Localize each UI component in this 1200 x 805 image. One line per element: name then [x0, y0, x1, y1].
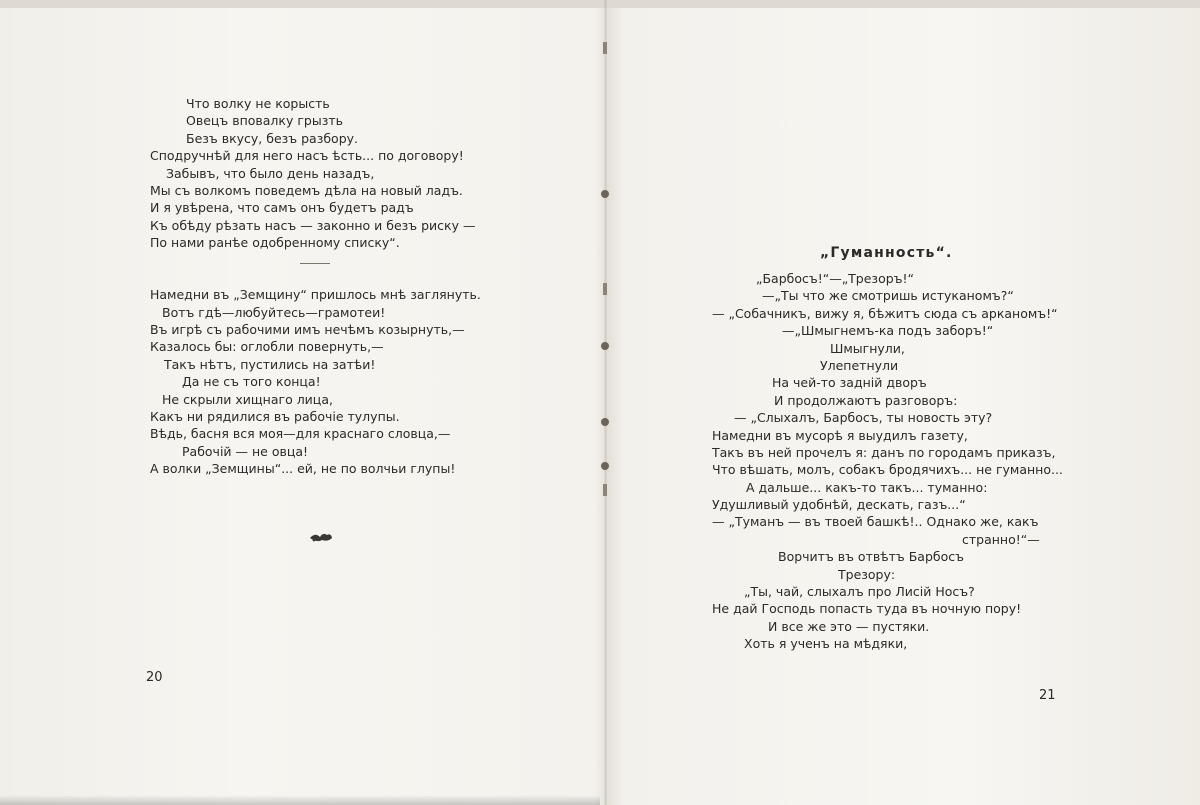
binding-stitch [601, 342, 609, 350]
text-line: странно!“— [962, 531, 1040, 547]
page-edge-shadow [0, 795, 600, 805]
text-line: А волки „Земщины“... ей, не по волчьи глупы! [150, 461, 456, 477]
text-line: Овецъ вповалку грызть [186, 113, 344, 129]
text-line: Безъ вкусу, безъ разбору. [186, 130, 359, 146]
text-line: Какъ ни рядилися въ рабочіе тулупы. [150, 409, 400, 425]
ornament-icon [308, 530, 334, 544]
text-line: Мы съ волкомъ поведемъ дѣла на новый ладъ. [150, 182, 463, 198]
section-separator [300, 263, 330, 264]
text-line: И все же это — пустяки. [768, 618, 930, 634]
text-line: — „Собачникъ, вижу я, бѣжитъ сюда съ арканомъ!“ [712, 305, 1058, 321]
text-line: Вѣдь, басня вся моя—для краснаго словца,— [150, 426, 451, 442]
text-line: Не дай Господь попасть туда въ ночную пору! [712, 601, 1022, 617]
text-line: А дальше... какъ-то такъ... туманно: [746, 479, 988, 495]
text-line: И я увѣрена, что самъ онъ будетъ радъ [150, 200, 414, 216]
text-line: Намедни въ „Земщину“ пришлось мнѣ заглянуть. [150, 287, 481, 303]
text-line: Что волку не корысть [186, 96, 330, 111]
text-line: Шмыгнули, [830, 340, 905, 356]
binding-mark [603, 484, 607, 496]
book-fold [604, 0, 607, 805]
binding-stitch [601, 462, 609, 470]
text-line: Забывъ, что было день назадъ, [166, 165, 375, 181]
text-line: На чей-то задній дворъ [772, 375, 927, 391]
text-line: Такъ нѣтъ, пустились на затѣи! [164, 356, 376, 372]
text-line: — „Туманъ — въ твоей башкѣ!.. Однако же, какъ [712, 514, 1039, 530]
text-line: „Барбосъ!“—„Трезоръ!“ [756, 271, 914, 286]
text-line: — „Слыхалъ, Барбосъ, ты новость эту? [734, 410, 993, 426]
text-line: Къ обѣду рѣзать насъ — законно и безъ риску — [150, 217, 476, 233]
text-line: Что вѣшать, молъ, собакъ бродячихъ... не гуманно... [712, 462, 1063, 478]
binding-stitch [601, 418, 609, 426]
text-line: „Ты, чай, слыхалъ про Лисій Носъ? [744, 584, 975, 600]
page-number-right: 21 [1039, 688, 1056, 703]
left-page-text [150, 95, 510, 478]
page-number-left: 20 [146, 670, 163, 685]
text-line: —„Ты что же смотришь истуканомъ?“ [762, 288, 1014, 304]
text-line: Въ игрѣ съ рабочими имъ нечѣмъ козырнуть,— [150, 322, 465, 338]
text-line: Такъ въ ней прочелъ я: данъ по городамъ приказъ, [712, 444, 1056, 460]
text-line: Хоть я ученъ на мѣдяки, [744, 636, 908, 652]
binding-mark [603, 283, 607, 295]
text-line: Не скрыли хищнаго лица, [162, 391, 333, 407]
text-line: И продолжаютъ разговоръ: [774, 392, 958, 408]
text-line: Вотъ гдѣ—любуйтесь—грамотеи! [162, 304, 386, 320]
text-line: Казалось бы: оглобли повернуть,— [150, 339, 384, 355]
text-line [150, 252, 510, 269]
text-line: Намедни въ мусорѣ я выудилъ газету, [712, 427, 968, 443]
right-page-text [706, 270, 1066, 653]
text-line: Сподручнѣй для него насъ ѣсть... по договору! [150, 148, 464, 164]
text-line [150, 269, 510, 286]
top-strip [0, 0, 1200, 8]
text-line: Да не съ того конца! [182, 374, 321, 390]
text-line: Ворчитъ въ отвѣтъ Барбосъ [778, 549, 964, 565]
text-line: —„Шмыгнемъ-ка подъ заборъ!“ [782, 323, 994, 339]
binding-mark [603, 42, 607, 54]
text-line: По нами ранѣе одобренному списку“. [150, 235, 400, 251]
poem-title: „Гуманность“. [820, 245, 953, 261]
text-line: Удушливый удобнѣй, дескать, газъ...“ [712, 497, 966, 513]
text-line: Улепетнули [820, 357, 899, 373]
text-line: Трезору: [838, 566, 896, 582]
text-line: Рабочій — не овца! [182, 443, 309, 459]
binding-stitch [601, 190, 609, 198]
